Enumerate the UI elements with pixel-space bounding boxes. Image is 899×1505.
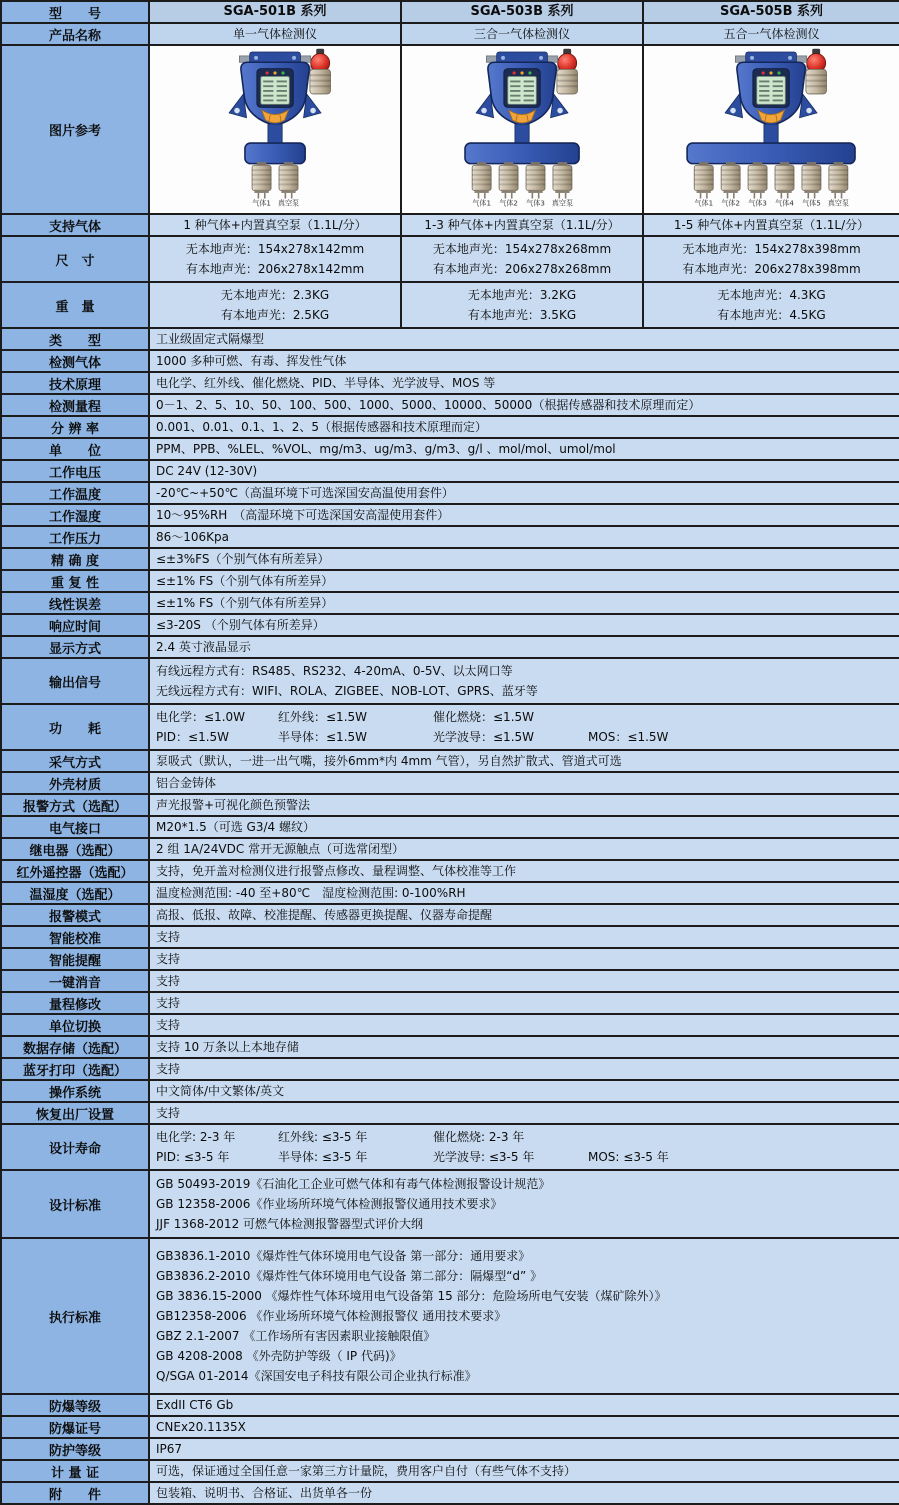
table-row <box>1 904 899 926</box>
spec-value-cell <box>643 214 899 236</box>
spec-value: 有本地声光：206x278x268mm <box>432 262 612 276</box>
spec-value-cell <box>401 23 643 45</box>
spec-value: -20℃~+50℃（高温环境下可选深国安高温使用套件） <box>156 486 454 500</box>
spec-value: SGA-501B 系列 <box>223 4 327 19</box>
table-row <box>1 1080 899 1102</box>
spec-value-cell <box>643 1 899 23</box>
spec-value: PPM、PPB、%LEL、%VOL、mg/m3、ug/m3、g/m3、g/l 、mol/mol、umol/mol <box>156 442 616 456</box>
row-label: 操作系统 <box>1 1080 149 1102</box>
gas-sensor <box>749 165 768 190</box>
spec-value-cell <box>149 1102 899 1124</box>
spec-value-cell <box>149 1080 899 1102</box>
spec-value-segment: 光学波导: ≤3-5 年 <box>433 1150 535 1164</box>
gas-sensor <box>722 165 741 190</box>
sensor-manifold <box>688 143 856 164</box>
spec-value: 有线远程方式有：RS485、RS232、4-20mA、0-5V、以太网口等 <box>156 664 513 678</box>
spec-value: 支持，免开盖对检测仪进行报警点修改、量程调整、气体校准等工作 <box>156 864 517 878</box>
gas-sensor <box>279 165 298 190</box>
spec-value-cell <box>149 772 899 794</box>
row-label: 计 量 证 <box>1 1460 149 1482</box>
spec-value-cell <box>149 214 401 236</box>
spec-value: 2.4 英寸液晶显示 <box>156 640 251 654</box>
spec-value: 无本地声光：4.3KG <box>717 288 826 302</box>
spec-value-segment: 光学波导：≤1.5W <box>433 730 535 744</box>
row-label: 继电器（选配） <box>1 838 149 860</box>
spec-value-cell <box>149 658 899 704</box>
row-label: 工作压力 <box>1 526 149 548</box>
table-row <box>1 1170 899 1238</box>
table-row <box>1 482 899 504</box>
spec-value: 有本地声光：2.5KG <box>220 308 330 322</box>
spec-value-cell <box>149 526 899 548</box>
spec-value: CNEx20.1135X <box>156 1420 246 1434</box>
sensor-label: 真空泵 <box>828 198 850 208</box>
row-label: 防护等级 <box>1 1438 149 1460</box>
table-row <box>1 1124 899 1170</box>
product-image-cell <box>149 45 401 214</box>
table-row <box>1 548 899 570</box>
spec-value-cell <box>149 882 899 904</box>
spec-value: 1 种气体+内置真空泵（1.1L/分） <box>183 218 367 232</box>
row-label: 图片参考 <box>1 45 149 214</box>
spec-value: 有本地声光：3.5KG <box>467 308 577 322</box>
spec-value-cell <box>149 816 899 838</box>
spec-value: 支持 10 万条以上本地存储 <box>156 1040 299 1054</box>
spec-value: M20*1.5（可选 G3/4 螺纹） <box>156 820 315 834</box>
spec-value: 无本地声光：154x278x142mm <box>185 242 365 256</box>
row-label: 量程修改 <box>1 992 149 1014</box>
spec-value-cell <box>149 1036 899 1058</box>
table-row <box>1 992 899 1014</box>
spec-value-segment: 电化学：≤1.0W <box>156 710 246 724</box>
table-row <box>1 416 899 438</box>
row-label: 检测气体 <box>1 350 149 372</box>
row-label: 一键消音 <box>1 970 149 992</box>
table-row <box>1 838 899 860</box>
row-label: 智能校准 <box>1 926 149 948</box>
spec-value-cell <box>149 504 899 526</box>
table-row <box>1 658 899 704</box>
spec-value: 三合一气体检测仪 <box>473 27 570 41</box>
spec-value-segment: PID：≤1.5W <box>156 730 230 744</box>
row-label: 采气方式 <box>1 750 149 772</box>
table-row <box>1 1238 899 1394</box>
spec-value-segment: PID: ≤3-5 年 <box>156 1150 230 1164</box>
table-row <box>1 438 899 460</box>
spec-value: GB 4208-2008 《外壳防护等级（ IP 代码)》 <box>156 1349 402 1363</box>
spec-value-cell <box>149 1438 899 1460</box>
table-row <box>1 1036 899 1058</box>
table-row <box>1 1102 899 1124</box>
spec-value: GB 3836.15-2000 《爆炸性气体环境用电气设备第 15 部分：危险场所电气安装（煤矿除外）》 <box>156 1289 667 1303</box>
spec-value: 有本地声光：4.5KG <box>717 308 826 322</box>
table-row <box>1 214 899 236</box>
table-row <box>1 1394 899 1416</box>
spec-value: 支持 <box>156 996 181 1010</box>
spec-value: 支持 <box>156 952 181 966</box>
spec-value-cell <box>401 236 643 282</box>
spec-value: 工业级固定式隔爆型 <box>156 332 265 346</box>
row-label: 线性误差 <box>1 592 149 614</box>
row-label: 功 耗 <box>1 704 149 750</box>
spec-value: ≤±1% FS（个别气体有所差异） <box>156 596 334 610</box>
spec-value-segment: 半导体：≤1.5W <box>278 730 368 744</box>
gas-sensor <box>775 165 794 190</box>
row-label: 响应时间 <box>1 614 149 636</box>
spec-value: SGA-505B 系列 <box>719 4 824 19</box>
row-label: 检测量程 <box>1 394 149 416</box>
table-row <box>1 704 899 750</box>
spec-value-cell <box>149 1 401 23</box>
row-label: 尺 寸 <box>1 236 149 282</box>
gas-sensor <box>802 165 821 190</box>
spec-value-cell <box>149 394 899 416</box>
spec-value-segment: 电化学: 2-3 年 <box>156 1130 236 1144</box>
spec-value-cell <box>149 904 899 926</box>
spec-value-cell <box>149 636 899 658</box>
spec-value-segment: 催化燃烧: 2-3 年 <box>433 1130 525 1144</box>
spec-value: GB12358-2006 《作业场所环境气体检测报警仪 通用技术要求》 <box>156 1309 507 1323</box>
gas-sensor <box>553 165 572 190</box>
table-row <box>1 816 899 838</box>
table-row <box>1 1416 899 1438</box>
row-label: 分 辨 率 <box>1 416 149 438</box>
table-row <box>1 45 899 214</box>
sensor-label: 气体5 <box>802 198 822 208</box>
table-row <box>1 350 899 372</box>
gas-detector-illustration <box>180 48 370 208</box>
table-row <box>1 526 899 548</box>
gas-detector-illustration <box>676 48 866 208</box>
table-row <box>1 860 899 882</box>
spec-value-cell <box>643 23 899 45</box>
spec-value-cell <box>149 372 899 394</box>
spec-value-segment: 半导体: ≤3-5 年 <box>278 1150 368 1164</box>
spec-value: 泵吸式（默认，一进一出气嘴，接外6mm*内 4mm 气管），另自然扩散式、管道式可选 <box>156 754 622 768</box>
spec-value-cell <box>149 1058 899 1080</box>
table-row <box>1 570 899 592</box>
row-label: 报警模式 <box>1 904 149 926</box>
spec-value-segment: 催化燃烧：≤1.5W <box>433 710 535 724</box>
row-label: 重 复 性 <box>1 570 149 592</box>
spec-value: 支持 <box>156 1018 181 1032</box>
sensor-label: 气体1 <box>252 198 271 208</box>
row-label: 执行标准 <box>1 1238 149 1394</box>
spec-value-cell <box>149 1482 899 1504</box>
row-label: 产品名称 <box>1 23 149 45</box>
table-row <box>1 1058 899 1080</box>
spec-value <box>156 707 893 727</box>
sensor-manifold <box>465 143 579 164</box>
row-label: 设计寿命 <box>1 1124 149 1170</box>
spec-value-segment: 红外线: ≤3-5 年 <box>278 1130 368 1144</box>
row-label: 重 量 <box>1 282 149 328</box>
spec-value: 10～95%RH （高湿环境下可选深国安高湿使用套件） <box>156 508 450 522</box>
spec-value: 中文简体/中文繁体/英文 <box>156 1084 285 1098</box>
table-row <box>1 1014 899 1036</box>
spec-value: 0－1、2、5、10、50、100、500、1000、5000、10000、50000（根据传感器和技术原理而定） <box>156 398 701 412</box>
sensor-label: 气体3 <box>748 198 768 208</box>
row-label: 显示方式 <box>1 636 149 658</box>
spec-value <box>156 727 893 747</box>
sensor-label: 气体1 <box>694 198 714 208</box>
spec-value: 1-5 种气体+内置真空泵（1.1L/分） <box>673 218 870 232</box>
row-label: 防爆等级 <box>1 1394 149 1416</box>
gas-detector-illustration <box>427 48 617 208</box>
row-label: 蓝牙打印（选配） <box>1 1058 149 1080</box>
row-label: 精 确 度 <box>1 548 149 570</box>
spec-value: 无线远程方式有：WIFI、ROLA、ZIGBEE、NOB-LOT、GPRS、蓝牙等 <box>156 684 538 698</box>
spec-value-cell <box>149 838 899 860</box>
row-label: 工作温度 <box>1 482 149 504</box>
sensor-label: 气体2 <box>721 198 741 208</box>
spec-value: 无本地声光：3.2KG <box>467 288 577 302</box>
spec-value: 1-3 种气体+内置真空泵（1.1L/分） <box>424 218 620 232</box>
spec-value-cell <box>149 992 899 1014</box>
spec-value-cell <box>149 794 899 816</box>
spec-value: GBZ 2.1-2007 《工作场所有害因素职业接触限值》 <box>156 1329 436 1343</box>
spec-value-cell <box>149 416 899 438</box>
spec-value-cell <box>149 482 899 504</box>
row-label: 单 位 <box>1 438 149 460</box>
spec-value: 0.001、0.01、0.1、1、2、5（根据传感器和技术原理而定） <box>156 420 488 434</box>
spec-value-segment: MOS：≤1.5W <box>588 730 669 744</box>
spec-value: GB 50493-2019《石油化工企业可燃气体和有毒气体检测报警设计规范》 <box>156 1177 551 1191</box>
spec-value-cell <box>149 1416 899 1438</box>
product-image-cell <box>643 45 899 214</box>
spec-value-cell <box>643 236 899 282</box>
table-row <box>1 882 899 904</box>
spec-table-body <box>1 1 899 1504</box>
spec-value-cell <box>149 570 899 592</box>
table-row <box>1 372 899 394</box>
table-row <box>1 926 899 948</box>
spec-value-cell <box>149 1170 899 1238</box>
spec-value-cell <box>149 704 899 750</box>
row-label: 技术原理 <box>1 372 149 394</box>
table-row <box>1 1482 899 1504</box>
table-row <box>1 236 899 282</box>
spec-value: GB 12358-2006《作业场所环境气体检测报警仪通用技术要求》 <box>156 1197 503 1211</box>
row-label: 支持气体 <box>1 214 149 236</box>
spec-value-cell <box>149 460 899 482</box>
row-label: 红外遥控器（选配） <box>1 860 149 882</box>
spec-value-cell <box>149 1238 899 1394</box>
spec-value: 有本地声光：206x278x142mm <box>185 262 365 276</box>
table-row <box>1 636 899 658</box>
spec-value: Q/SGA 01-2014《深国安电子科技有限公司企业执行标准》 <box>156 1369 477 1383</box>
spec-value-cell <box>149 350 899 372</box>
row-label: 型 号 <box>1 1 149 23</box>
spec-value: 高报、低报、故障、校准提醒、传感器更换提醒、仪器寿命提醒 <box>156 908 493 922</box>
gas-sensor <box>252 165 271 190</box>
spec-value-cell <box>149 860 899 882</box>
spec-value: GB3836.1-2010《爆炸性气体环境用电气设备 第一部分：通用要求》 <box>156 1249 531 1263</box>
spec-value: 无本地声光：2.3KG <box>220 288 330 302</box>
row-label: 工作电压 <box>1 460 149 482</box>
sensor-manifold <box>245 143 305 164</box>
row-label: 防爆证号 <box>1 1416 149 1438</box>
row-label: 附 件 <box>1 1482 149 1504</box>
spec-value: 单一气体检测仪 <box>232 27 317 41</box>
sensor-label: 真空泵 <box>551 198 574 208</box>
spec-value-cell <box>401 282 643 328</box>
spec-value: ≤±3%FS（个别气体有所差异） <box>156 552 330 566</box>
table-row <box>1 504 899 526</box>
table-row <box>1 948 899 970</box>
spec-value-cell <box>149 1460 899 1482</box>
gas-sensor <box>472 165 491 190</box>
sensor-label: 气体3 <box>526 198 545 208</box>
spec-value-cell <box>643 282 899 328</box>
table-row <box>1 614 899 636</box>
table-row <box>1 970 899 992</box>
spec-value-cell <box>401 1 643 23</box>
table-row <box>1 282 899 328</box>
spec-value-cell <box>149 970 899 992</box>
spec-value: 支持 <box>156 1062 181 1076</box>
table-row <box>1 1 899 23</box>
row-label: 设计标准 <box>1 1170 149 1238</box>
spec-value-segment: 红外线：≤1.5W <box>278 710 368 724</box>
table-row <box>1 1438 899 1460</box>
spec-value: ≤3-20S （个别气体有所差异） <box>156 618 325 632</box>
spec-value-cell <box>401 214 643 236</box>
spec-value: 支持 <box>156 930 181 944</box>
spec-value: 无本地声光：154x278x268mm <box>432 242 612 256</box>
spec-value-cell <box>149 328 899 350</box>
spec-value-segment: MOS: ≤3-5 年 <box>588 1150 669 1164</box>
table-row <box>1 750 899 772</box>
gas-sensor <box>499 165 518 190</box>
spec-value: ≤±1% FS（个别气体有所差异） <box>156 574 334 588</box>
gas-sensor <box>526 165 545 190</box>
spec-value: 五合一气体检测仪 <box>723 27 820 41</box>
spec-value-cell <box>149 926 899 948</box>
spec-value: 支持 <box>156 974 181 988</box>
spec-value: DC 24V (12-30V) <box>156 464 258 478</box>
spec-value: ExdII CT6 Gb <box>156 1398 234 1412</box>
row-label: 报警方式（选配） <box>1 794 149 816</box>
product-image-cell <box>401 45 643 214</box>
spec-value-cell <box>149 236 401 282</box>
row-label: 数据存储（选配） <box>1 1036 149 1058</box>
spec-value: 无本地声光：154x278x398mm <box>682 242 861 256</box>
row-label: 外壳材质 <box>1 772 149 794</box>
row-label: 恢复出厂设置 <box>1 1102 149 1124</box>
sensor-label: 气体2 <box>499 198 518 208</box>
spec-value: 电化学、红外线、催化燃烧、PID、半导体、光学波导、MOS 等 <box>156 376 496 390</box>
spec-value <box>156 1147 893 1167</box>
spec-value: GB3836.2-2010《爆炸性气体环境用电气设备 第二部分：隔爆型“d” 》 <box>156 1269 543 1283</box>
table-row <box>1 328 899 350</box>
table-row <box>1 794 899 816</box>
spec-value-cell <box>149 548 899 570</box>
spec-value: SGA-503B 系列 <box>470 4 574 19</box>
spec-value-cell <box>149 23 401 45</box>
table-row <box>1 460 899 482</box>
row-label: 类 型 <box>1 328 149 350</box>
spec-value: IP67 <box>156 1442 183 1456</box>
spec-value-cell <box>149 948 899 970</box>
spec-value-cell <box>149 1124 899 1170</box>
spec-value: 86～106Kpa <box>156 530 230 544</box>
spec-value-cell <box>149 614 899 636</box>
table-row <box>1 23 899 45</box>
spec-value-cell <box>149 750 899 772</box>
spec-value: 有本地声光：206x278x398mm <box>682 262 861 276</box>
spec-value-cell <box>149 592 899 614</box>
spec-value: 铝合金铸体 <box>156 776 217 790</box>
spec-value-cell <box>149 438 899 460</box>
row-label: 输出信号 <box>1 658 149 704</box>
sensor-label: 气体1 <box>472 198 491 208</box>
spec-value: 温度检测范围: -40 至+80℃ 湿度检测范围: 0-100%RH <box>156 886 466 900</box>
spec-value: 声光报警+可视化颜色预警法 <box>156 798 311 812</box>
spec-value-cell <box>149 282 401 328</box>
sensor-label: 真空泵 <box>277 198 300 208</box>
spec-value: 1000 多种可燃、有毒、挥发性气体 <box>156 354 347 368</box>
gas-sensor <box>829 165 848 190</box>
spec-value: 包装箱、说明书、合格证、出货单各一份 <box>156 1486 373 1500</box>
spec-value-cell <box>149 1394 899 1416</box>
row-label: 智能提醒 <box>1 948 149 970</box>
spec-value: 支持 <box>156 1106 181 1120</box>
row-label: 温湿度（选配） <box>1 882 149 904</box>
gas-sensor <box>695 165 714 190</box>
spec-value-cell <box>149 1014 899 1036</box>
spec-value: 可选，保证通过全国任意一家第三方计量院，费用客户自付（有些气体不支持） <box>156 1464 577 1478</box>
sensor-label: 气体4 <box>775 198 795 208</box>
spec-value: JJF 1368-2012 可燃气体检测报警器型式评价大纲 <box>156 1217 424 1231</box>
table-row <box>1 592 899 614</box>
table-row <box>1 394 899 416</box>
table-row <box>1 772 899 794</box>
spec-value <box>156 1127 893 1147</box>
spec-value: 2 组 1A/24VDC 常开无源触点（可选常闭型） <box>156 842 405 856</box>
row-label: 工作湿度 <box>1 504 149 526</box>
row-label: 电气接口 <box>1 816 149 838</box>
table-row <box>1 1460 899 1482</box>
row-label: 单位切换 <box>1 1014 149 1036</box>
